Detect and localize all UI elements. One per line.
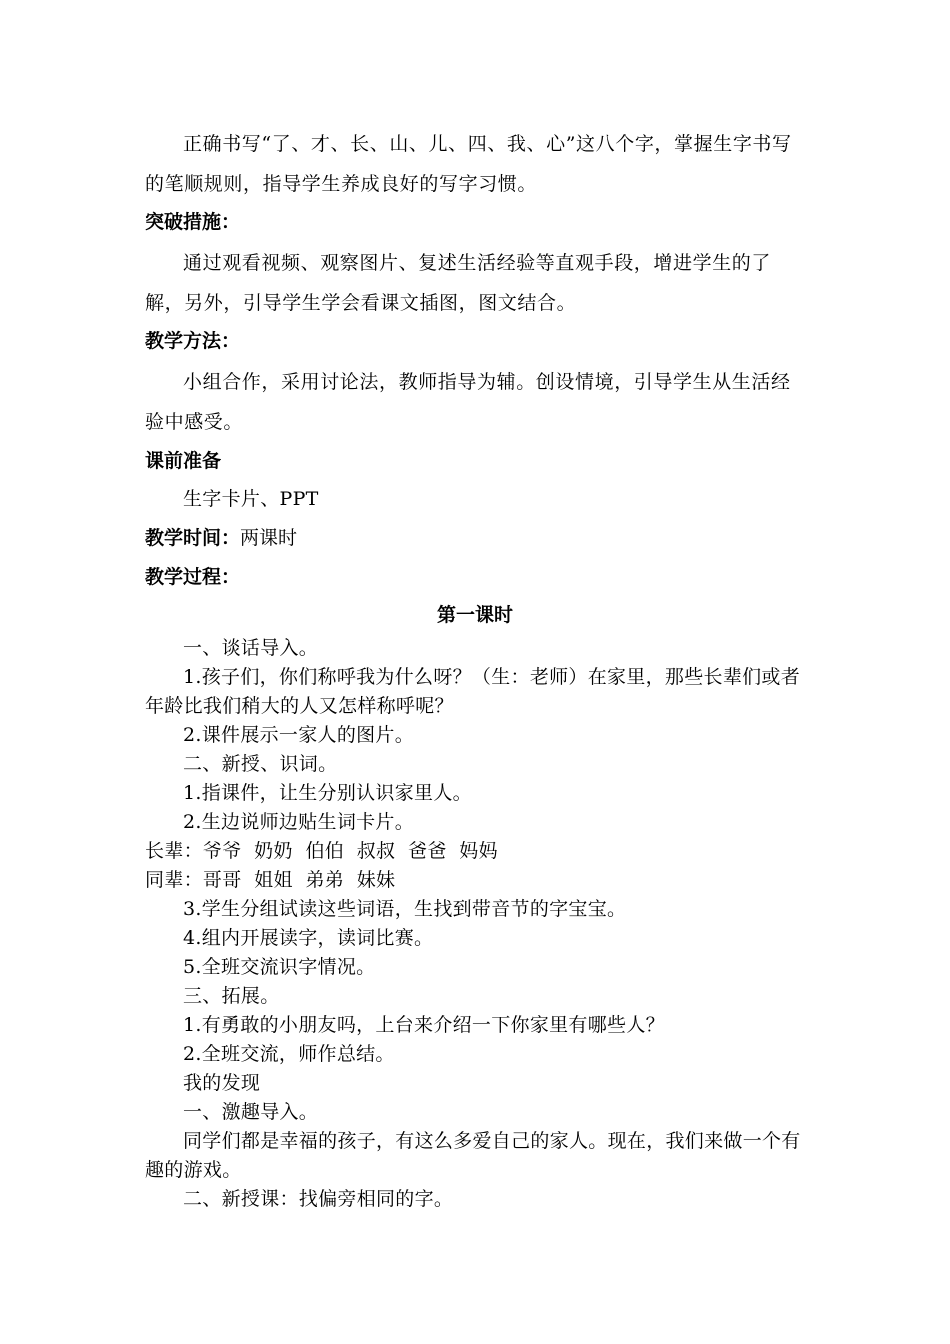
prep-heading: 课前准备 [145, 450, 222, 472]
lesson-line: 二、新授、识词。 [183, 753, 338, 775]
lesson-line: 同学们都是幸福的孩子，有这么多爱自己的家人。现在，我们来做一个有趣的游戏。 [145, 1130, 801, 1181]
method-heading: 教学方法： [145, 330, 241, 352]
prep-paragraph: 生字卡片、PPT [183, 488, 319, 510]
lesson-line: 1.指课件，让生分别认识家里人。 [183, 782, 472, 804]
lesson-line: 同辈：哥哥 姐姐 弟弟 妹妹 [145, 869, 396, 891]
lesson-line: 三、拓展。 [183, 985, 280, 1007]
lesson-line: 4.组内开展读字，读词比赛。 [183, 927, 434, 949]
lesson-line: 2.全班交流，师作总结。 [183, 1043, 395, 1065]
lesson-line: 3.学生分组试读这些词语，生找到带音节的字宝宝。 [183, 898, 627, 920]
lesson-line: 2.生边说师边贴生词卡片。 [183, 811, 415, 833]
measures-paragraph: 通过观看视频、观察图片、复述生活经验等直观手段，增进学生的了解，另外，引导学生学会看课文插图，图文结合。 [145, 252, 772, 314]
lesson-body [145, 634, 805, 1214]
lesson-line: 二、新授课：找偏旁相同的字。 [183, 1188, 454, 1210]
lesson-line: 1.孩子们，你们称呼我为什么呀？（生：老师）在家里，那些长辈们或者年龄比我们稍大的人又怎样称呼呢？ [145, 666, 801, 717]
method-paragraph: 小组合作，采用讨论法，教师指导为辅。创设情境，引导学生从生活经验中感受。 [145, 371, 791, 433]
process-heading: 教学过程： [145, 566, 241, 588]
lesson-line: 5.全班交流识字情况。 [183, 956, 376, 978]
lesson-line: 长辈：爷爷 奶奶 伯伯 叔叔 爸爸 妈妈 [145, 840, 498, 862]
lesson-line: 我的发现 [183, 1072, 261, 1094]
measures-heading: 突破措施： [145, 211, 241, 233]
time-value: 两课时 [240, 527, 298, 549]
lesson-line: 一、激趣导入。 [183, 1101, 319, 1123]
lesson-line: 一、谈话导入。 [183, 637, 319, 659]
time-heading [145, 525, 805, 551]
lesson-title: 第一课时 [436, 604, 513, 626]
time-label: 教学时间： [145, 527, 241, 549]
lesson-line: 1.有勇敢的小朋友吗，上台来介绍一下你家里有哪些人？ [183, 1014, 665, 1036]
lesson-line: 2.课件展示一家人的图片。 [183, 724, 415, 746]
writing-goal-paragraph: 正确书写“了、才、长、山、儿、四、我、心”这八个字，掌握生字书写的笔顺规则，指导学生养成良好的写字习惯。 [145, 133, 792, 195]
